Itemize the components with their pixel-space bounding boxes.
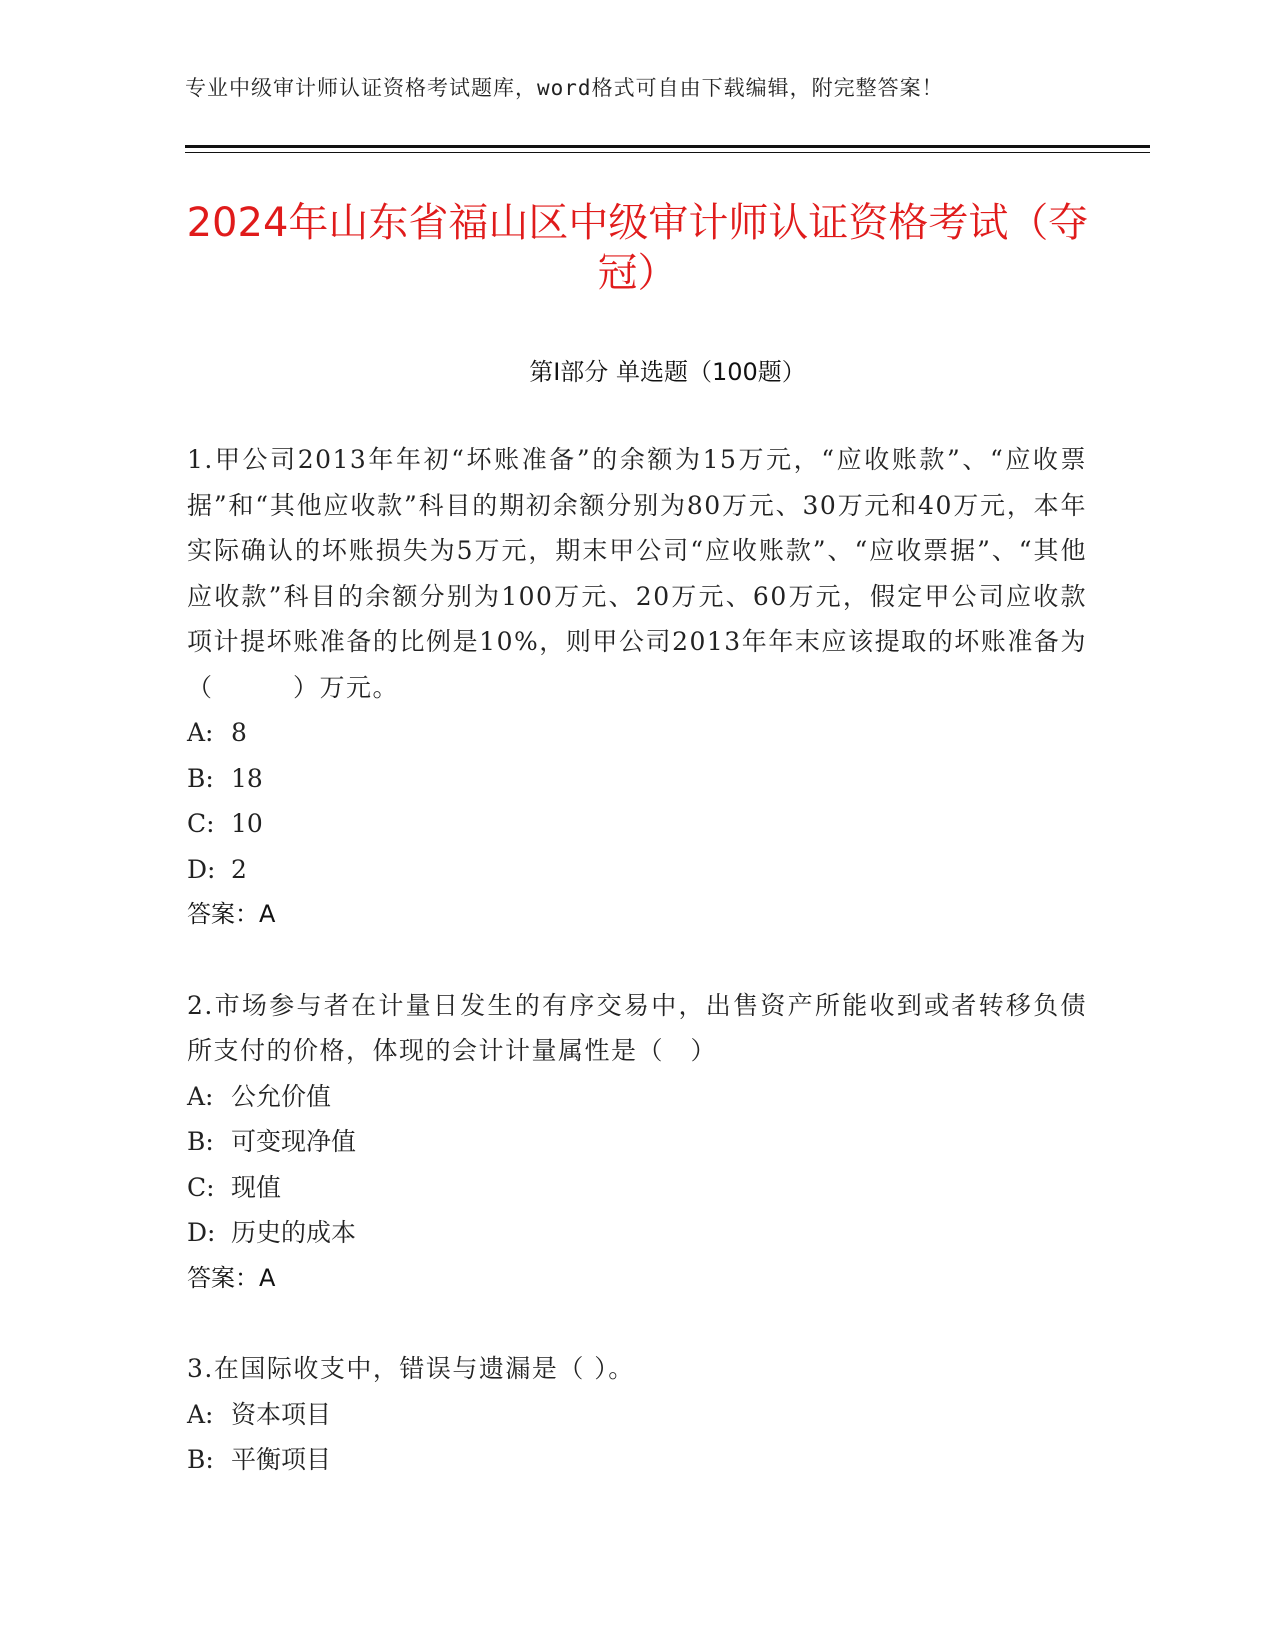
question-3 — [187, 1346, 1087, 1483]
document-title: 2024年山东省福山区中级审计师认证资格考试（夺冠） — [186, 200, 1089, 296]
question-1 — [187, 437, 1087, 938]
header-note: 专业中级审计师认证资格考试题库，word格式可自由下载编辑，附完整答案！ — [185, 76, 944, 100]
option-key: C: — [187, 1172, 215, 1202]
option-key: D: — [187, 1218, 216, 1247]
answer-line: 答案：A — [187, 1263, 276, 1292]
option-key: B: — [187, 763, 214, 793]
option-value: 2 — [231, 854, 247, 884]
option-key: B: — [187, 1445, 214, 1474]
option-value: 历史的成本 — [231, 1218, 357, 1247]
option-key: A: — [187, 1081, 214, 1111]
option-value: 可变现净值 — [231, 1127, 357, 1156]
option-value: 18 — [231, 763, 263, 793]
option-value: 现值 — [231, 1172, 282, 1202]
option-d — [187, 1210, 1087, 1256]
option-a — [187, 710, 1087, 756]
question-2 — [187, 983, 1087, 1302]
option-key: D: — [187, 854, 216, 884]
option-a — [187, 1392, 1087, 1438]
option-a — [187, 1074, 1087, 1120]
question-list — [187, 437, 1087, 1528]
option-key: C: — [187, 809, 215, 838]
option-key: A: — [187, 718, 214, 747]
option-value: 平衡项目 — [231, 1445, 332, 1474]
question-text: 2.市场参与者在计量日发生的有序交易中，出售资产所能收到或者转移负债所支付的价格，体现的会计计量属性是（ ） — [187, 990, 1087, 1065]
section-heading: 第Ⅰ部分 单选题（100题） — [529, 358, 806, 386]
option-c — [187, 1165, 1087, 1211]
option-value: 资本项目 — [231, 1399, 332, 1429]
option-b — [187, 1119, 1087, 1165]
question-text: 3.在国际收支中，错误与遗漏是（ ）。 — [187, 1354, 635, 1383]
option-d — [187, 847, 1087, 893]
option-b — [187, 756, 1087, 802]
question-text: 1.甲公司2013年年初“坏账准备”的余额为15万元，“应收账款”、“应收票据”和“其他应收款”科目的期初余额分别为80万元、30万元和40万元，本年实际确认的坏账损失为5万元，期末甲公司“应收账款”、“应收票据”、“其他应收款”科目的余额分别为100万元、20万元、60万元，假定甲公司应收款项计提坏账准备的比例是10%，则甲公司2013年年末应该提取的坏账准备为（ ）万元。 — [187, 445, 1087, 702]
option-key: A: — [187, 1399, 214, 1429]
option-c — [187, 801, 1087, 847]
option-key: B: — [187, 1127, 214, 1156]
option-value: 8 — [231, 718, 247, 747]
option-value: 公允价值 — [231, 1081, 332, 1111]
option-b — [187, 1437, 1087, 1483]
option-value: 10 — [231, 809, 263, 838]
header-rule-thick — [185, 145, 1150, 148]
header-rule-thin — [185, 152, 1150, 153]
answer-line: 答案：A — [187, 900, 276, 928]
